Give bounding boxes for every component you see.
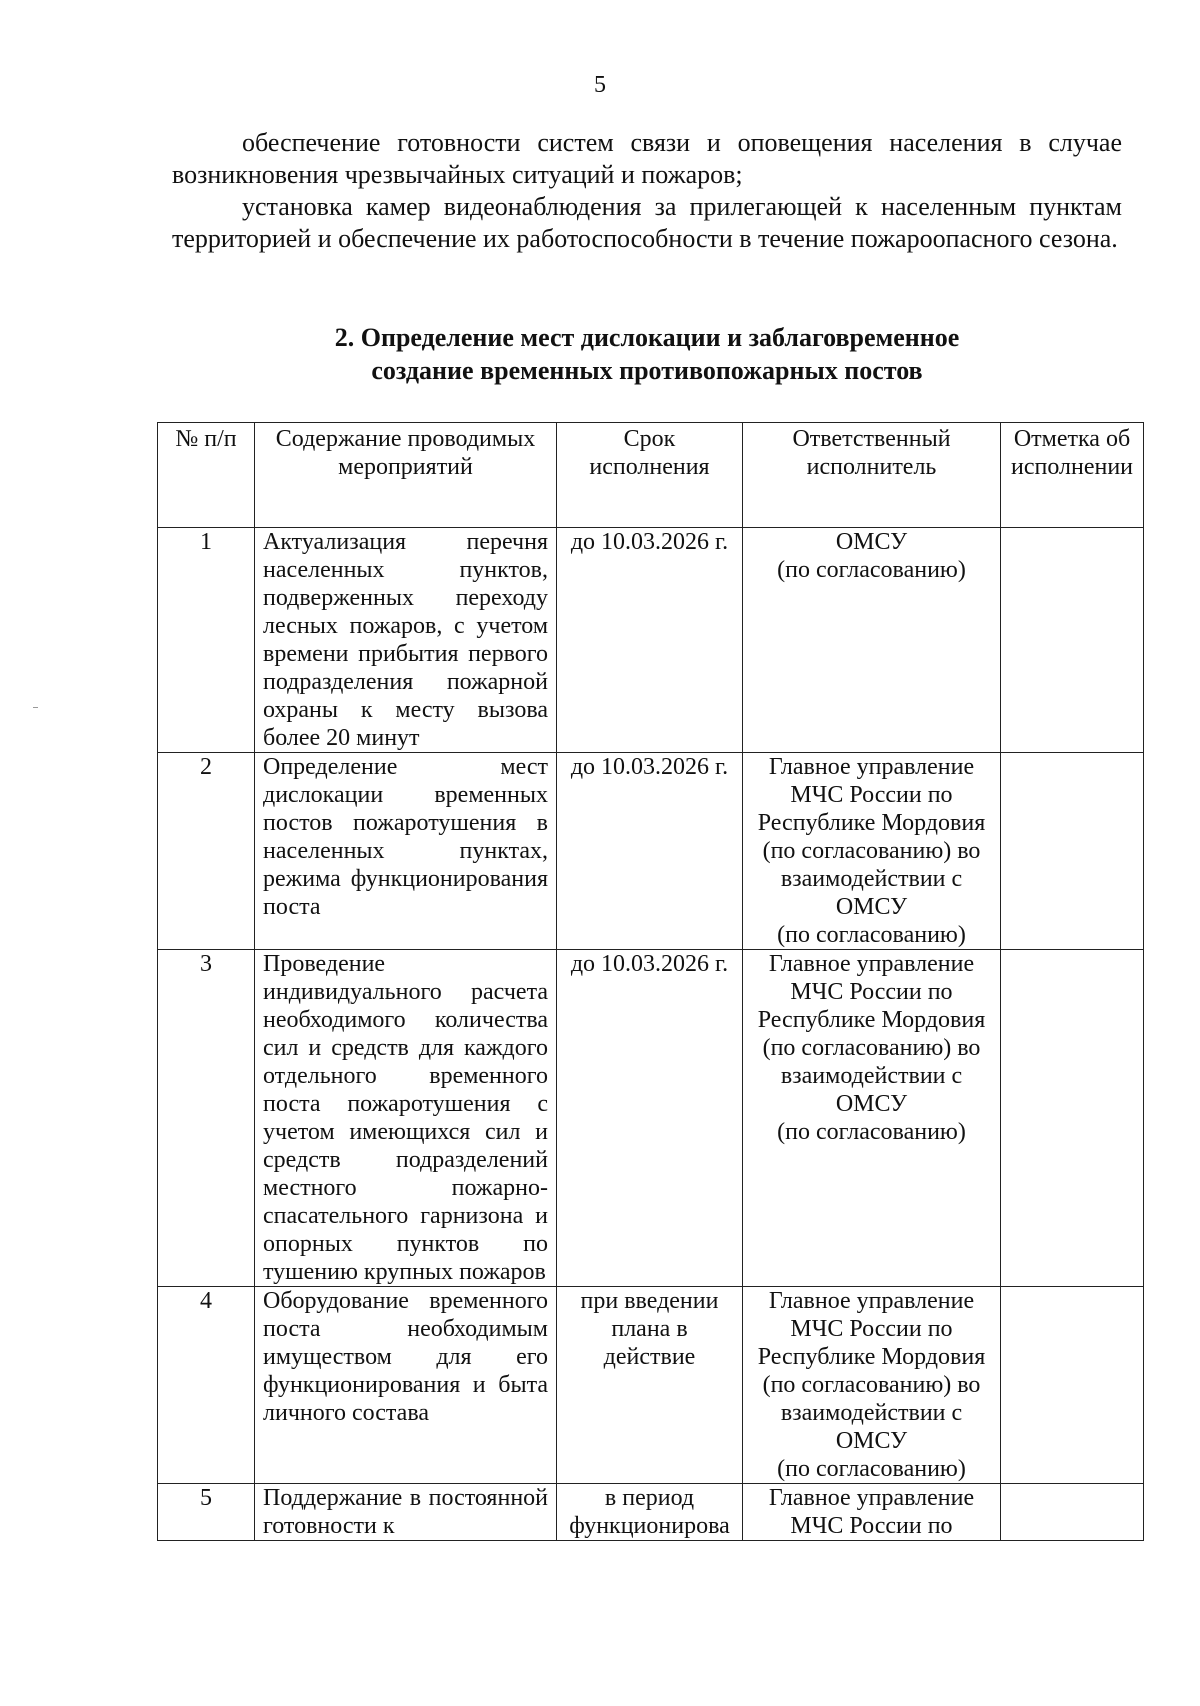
row-mark — [1001, 1484, 1144, 1541]
row-number: 1 — [158, 528, 255, 753]
row-mark — [1001, 950, 1144, 1287]
table-body — [158, 528, 1144, 1541]
responsible-line: взаимодействии с — [780, 866, 963, 892]
responsible-line: МЧС России по — [790, 782, 953, 808]
header-num: № п/п — [158, 423, 255, 528]
responsible-line: (по согласованию) — [777, 1456, 966, 1482]
responsible-line: ОМСУ — [835, 1091, 908, 1117]
table-row — [158, 528, 1144, 753]
page-number: 5 — [594, 72, 606, 98]
row-responsible — [743, 1287, 1001, 1484]
table-row — [158, 753, 1144, 950]
responsible-line: МЧС России по — [790, 1316, 953, 1342]
row-content: Проведение индивидуального расчета необходимого количества сил и средств для каждого отдельного временного поста пожаротушения с учетом имеющихся сил и средств подразделений местного пожарно-спасательного гарнизона и опорных пунктов по тушению крупных пожаров — [255, 950, 557, 1287]
row-content: Определение мест дислокации временных постов пожаротушения в населенных пунктах, режима функционирования поста — [255, 753, 557, 950]
responsible-line: взаимодействии с — [780, 1400, 963, 1426]
section-title-line: 2. Определение мест дислокации и заблаговременное — [334, 323, 960, 352]
responsible-line: МЧС России по — [790, 979, 953, 1005]
table-row — [158, 1484, 1144, 1541]
table-row — [158, 1287, 1144, 1484]
responsible-line: Главное управление — [768, 951, 975, 977]
responsible-line: (по согласованию) во — [762, 1372, 981, 1398]
row-deadline: до 10.03.2026 г. — [557, 528, 743, 753]
row-responsible — [743, 950, 1001, 1287]
row-content: Актуализация перечня населенных пунктов, подверженных переходу лесных пожаров, с учетом времени прибытия первого подразделения пожарной охраны к месту вызова более 20 минут — [255, 528, 557, 753]
row-number: 3 — [158, 950, 255, 1287]
section-title-line: создание временных противопожарных постов — [371, 356, 923, 385]
responsible-line: (по согласованию) — [777, 557, 966, 583]
responsible-line: Главное управление — [768, 754, 975, 780]
responsible-line: ОМСУ — [835, 894, 908, 920]
table-header-row — [158, 423, 1144, 528]
measures-table — [157, 422, 1144, 1541]
row-content: Оборудование временного поста необходимым имуществом для его функционирования и быта личного состава — [255, 1287, 557, 1484]
responsible-line: (по согласованию) — [777, 922, 966, 948]
responsible-line: взаимодействии с — [780, 1063, 963, 1089]
header-deadline: Срок исполнения — [557, 423, 743, 528]
header-mark: Отметка об исполнении — [1001, 423, 1144, 528]
row-mark — [1001, 528, 1144, 753]
responsible-line: Республике Мордовия — [757, 810, 986, 836]
responsible-line: (по согласованию) во — [762, 838, 981, 864]
row-deadline: в период функционирова — [557, 1484, 743, 1541]
row-deadline: при введении плана в действие — [557, 1287, 743, 1484]
row-deadline: до 10.03.2026 г. — [557, 753, 743, 950]
header-responsible: Ответственный исполнитель — [743, 423, 1001, 528]
row-deadline: до 10.03.2026 г. — [557, 950, 743, 1287]
scan-mark — [33, 707, 38, 708]
row-number: 4 — [158, 1287, 255, 1484]
responsible-line: ОМСУ — [835, 1428, 908, 1454]
row-mark — [1001, 753, 1144, 950]
intro-text — [172, 127, 1122, 255]
intro-paragraph: обеспечение готовности систем связи и оповещения населения в случае возникновения чрезвычайных ситуаций и пожаров; — [172, 128, 1122, 189]
responsible-line: ОМСУ — [835, 529, 908, 555]
row-content: Поддержание в постоянной готовности к — [255, 1484, 557, 1541]
row-responsible — [743, 528, 1001, 753]
responsible-line: МЧС России по — [790, 1513, 953, 1539]
row-number: 5 — [158, 1484, 255, 1541]
responsible-line: Республике Мордовия — [757, 1007, 986, 1033]
responsible-line: Главное управление — [768, 1288, 975, 1314]
row-responsible — [743, 753, 1001, 950]
section-title — [172, 321, 1122, 387]
header-content: Содержание проводимых мероприятий — [255, 423, 557, 528]
responsible-line: (по согласованию) — [777, 1119, 966, 1145]
row-responsible — [743, 1484, 1001, 1541]
responsible-line: Республике Мордовия — [757, 1344, 986, 1370]
row-number: 2 — [158, 753, 255, 950]
responsible-line: (по согласованию) во — [762, 1035, 981, 1061]
intro-paragraph: установка камер видеонаблюдения за прилегающей к населенным пунктам территорией и обеспечение их работоспособности в течение пожароопасного сезона. — [172, 192, 1122, 253]
responsible-line: Главное управление — [768, 1485, 975, 1511]
row-mark — [1001, 1287, 1144, 1484]
table-row — [158, 950, 1144, 1287]
